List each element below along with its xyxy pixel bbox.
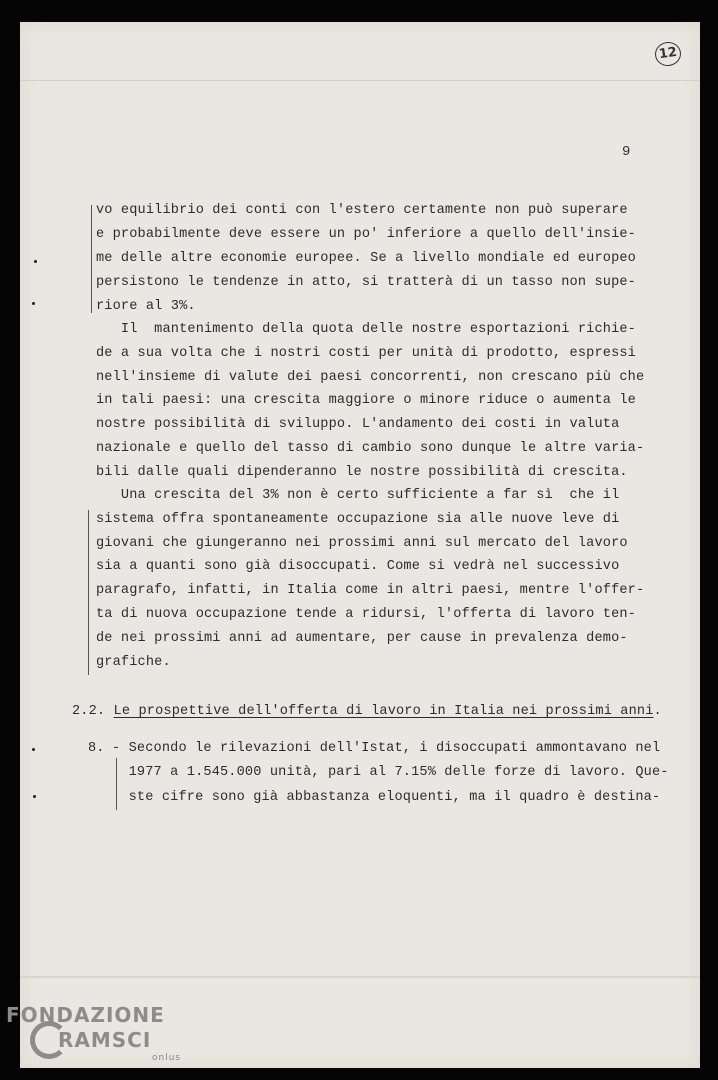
margin-bracket-1 [91, 205, 92, 313]
text-line: de a sua volta che i nostri costi per unità di prodotto, espressi [96, 346, 636, 361]
logo-line-2: RAMSCI [58, 1028, 152, 1052]
margin-dot [32, 302, 35, 305]
margin-bracket-2 [88, 510, 89, 675]
page-number: 9 [622, 144, 631, 160]
text-line: de nei prossimi anni ad aumentare, per cause in prevalenza demo- [96, 631, 628, 646]
text-line: ste cifre sono già abbastanza eloquenti, ma il quadro è destina- [112, 790, 661, 805]
text-line: ta di nuova occupazione tende a ridursi, l'offerta di lavoro ten- [96, 607, 636, 622]
text-line: riore al 3%. [96, 299, 196, 314]
text-line: in tali paesi: una crescita maggiore o minore riduce o aumenta le [96, 393, 636, 408]
handwritten-page-number: 12 [653, 40, 682, 67]
text-line: Il mantenimento della quota delle nostre esportazioni richie- [96, 322, 636, 337]
logo-line-1: FONDAZIONE [6, 1003, 165, 1027]
section-heading [72, 704, 662, 719]
section-title-end: . [653, 704, 662, 719]
text-line: persistono le tendenze in atto, si tratterà di un tasso non supe- [96, 275, 636, 290]
text-line: paragrafo, infatti, in Italia come in altri paesi, mentre l'offer- [96, 583, 645, 598]
text-line: vo equilibrio dei conti con l'estero certamente non può superare [96, 203, 628, 218]
text-line: e probabilmente deve essere un po' inferiore a quello dell'insie- [96, 227, 636, 242]
text-line: - Secondo le rilevazioni dell'Istat, i disoccupati ammontavano nel [112, 741, 661, 756]
text-line: sistema offra spontaneamente occupazione sia alle nuove leve di [96, 512, 620, 527]
text-line: Una crescita del 3% non è certo sufficiente a far sì che il [96, 488, 620, 503]
text-line: nostre possibilità di sviluppo. L'andamento dei costi in valuta [96, 417, 620, 432]
text-line: giovani che giungeranno nei prossimi anni sul mercato del lavoro [96, 536, 628, 551]
margin-dot [32, 748, 35, 751]
fold-line-bottom [20, 976, 700, 978]
text-line: grafiche. [96, 655, 171, 670]
text-line: nazionale e quello del tasso di cambio sono dunque le altre varia- [96, 441, 645, 456]
text-line: me delle altre economie europee. Se a livello mondiale ed europeo [96, 251, 636, 266]
logo-suffix: onlus [152, 1053, 182, 1063]
text-line: sia a quanti sono già disoccupati. Come si vedrà nel successivo [96, 559, 620, 574]
section-title: Le prospettive dell'offerta di lavoro in Italia nei prossimi anni [113, 704, 654, 719]
text-line: bili dalle quali dipenderanno le nostre possibilità di crescita. [96, 465, 628, 480]
text-line: 1977 a 1.545.000 unità, pari al 7.15% delle forze di lavoro. Que- [112, 765, 669, 780]
text-line: nell'insieme di valute dei paesi concorrenti, non crescano più che [96, 370, 645, 385]
section-number: 2.2. [72, 704, 106, 719]
fold-line-top [20, 80, 700, 81]
margin-dot [34, 260, 37, 263]
paragraph-number: 8. [88, 741, 105, 756]
margin-dot [33, 795, 36, 798]
